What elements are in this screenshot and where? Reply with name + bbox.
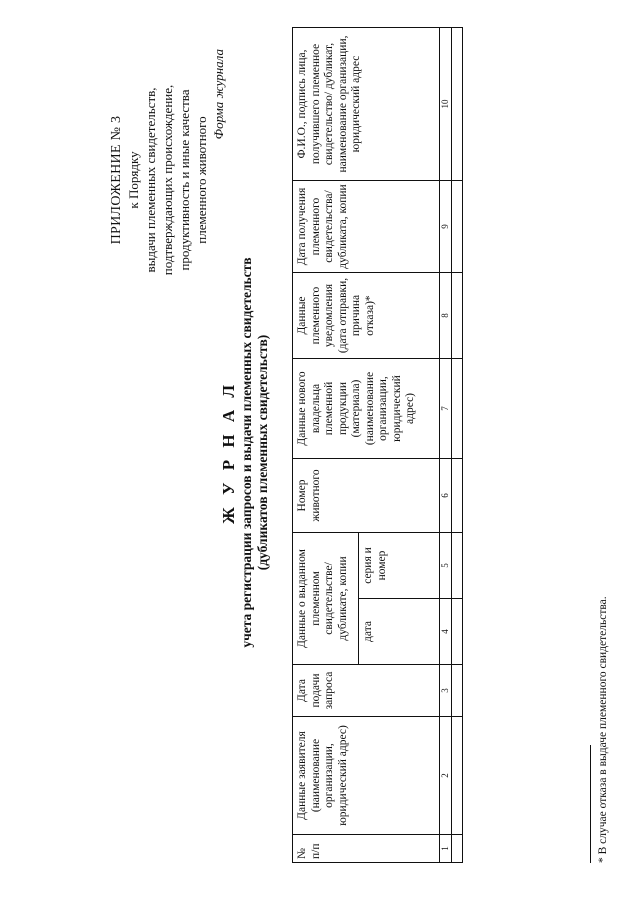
header-row [293, 28, 359, 863]
table-cell [452, 599, 463, 665]
appendix-line: выдачи племенных свидетельств, [143, 87, 158, 273]
header-number: № п/п [293, 835, 440, 863]
table-cell [452, 181, 463, 273]
appendix-line: к Порядку [126, 151, 141, 209]
footnote-divider [590, 745, 591, 863]
table-cell [452, 717, 463, 835]
header-issued-certificate: Данные о выданном племенном свидетельстве/ дубликате, копии [293, 533, 359, 665]
header-notification: Данные племенного уведомления (дата отправки, причина отказа)* [293, 273, 440, 359]
header-series-number: серия и номер [359, 533, 440, 599]
column-number: 5 [440, 533, 452, 599]
column-number: 3 [440, 665, 452, 717]
column-number: 8 [440, 273, 452, 359]
header-animal-number: Номер животного [293, 459, 440, 533]
header-new-owner: Данные нового владельца племенной продукции (материала) (наименование организации, юридический адрес) [293, 359, 440, 459]
column-number: 10 [440, 28, 452, 181]
appendix-line: племенного животного [194, 116, 209, 244]
form-label: Форма журнала [211, 49, 226, 140]
table-cell [452, 359, 463, 459]
appendix-title: ПРИЛОЖЕНИЕ № 3 [109, 115, 124, 245]
table-cell [452, 835, 463, 863]
column-number-row [440, 28, 452, 863]
journal-subtitle: учета регистрации запросов и выдачи племенных свидетельств [239, 257, 254, 648]
table-cell [452, 273, 463, 359]
journal-table [292, 27, 463, 863]
header-recipient: Ф.И.О., подпись лица, получившего племенное свидетельство/ дубликат, наименование организации, юридический адрес [293, 28, 440, 181]
column-number: 7 [440, 359, 452, 459]
header-issue-date: дата [359, 599, 440, 665]
table-cell [452, 28, 463, 181]
header-applicant: Данные заявителя (наименование организации, юридический адрес) [293, 717, 440, 835]
column-number: 9 [440, 181, 452, 273]
column-number: 4 [440, 599, 452, 665]
table-cell [452, 459, 463, 533]
column-number: 2 [440, 717, 452, 835]
column-number: 1 [440, 835, 452, 863]
journal-subtitle-2: (дубликатов племенных свидетельств) [255, 334, 270, 571]
table-row [452, 28, 463, 863]
table-cell [452, 533, 463, 599]
table-cell [452, 665, 463, 717]
appendix-line: продуктивность и иные качества [177, 89, 192, 271]
column-number: 6 [440, 459, 452, 533]
footnote: * В случае отказа в выдаче племенного свидетельства. [597, 596, 609, 863]
appendix-block [108, 15, 227, 345]
appendix-line: подтверждающих происхождение, [160, 84, 175, 276]
journal-heading [218, 0, 271, 905]
header-request-date: Дата подачи запроса [293, 665, 440, 717]
journal-title: Ж У Р Н А Л [219, 380, 238, 525]
header-receipt-date: Дата получения племенного свидетельства/ дубликата, копии [293, 181, 440, 273]
